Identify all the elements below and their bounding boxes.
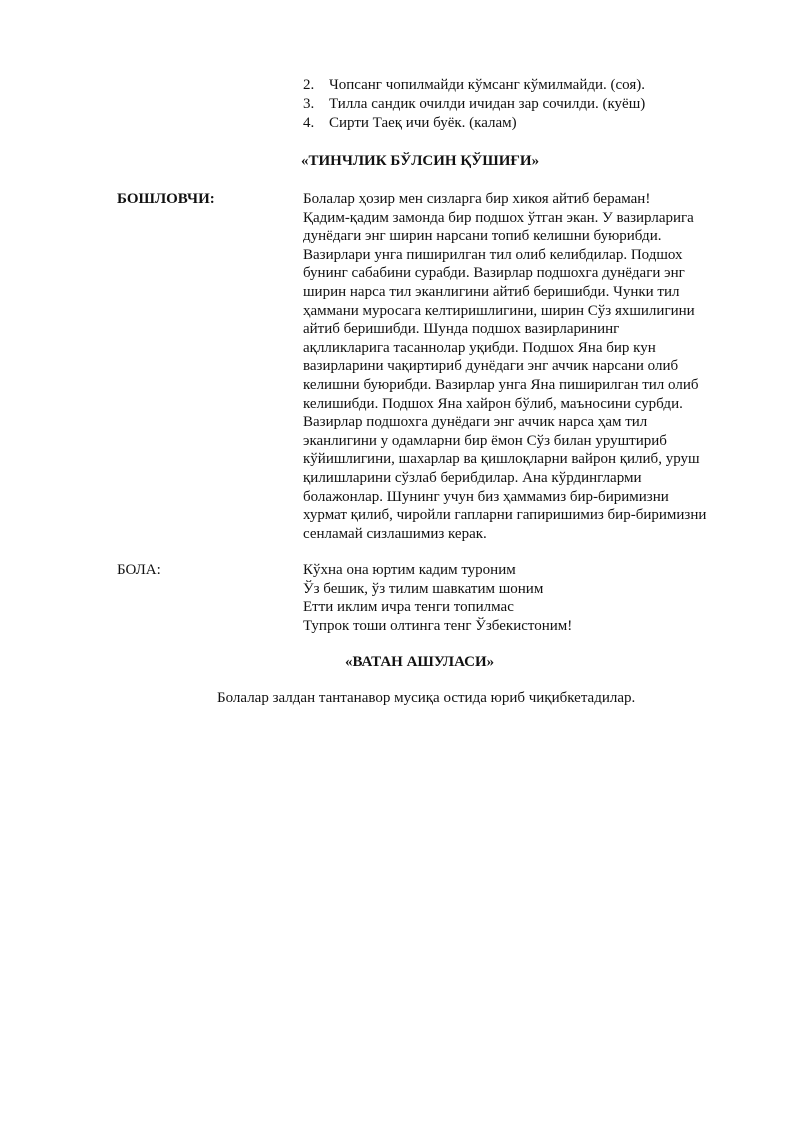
poem-line: Ўз бешик, ўз тилим шавкатим шоним: [303, 580, 544, 597]
speech-line: вазирларини чақиртириб дунёдаги энг аччик нарсани олиб: [303, 358, 679, 375]
speech-line: айтиб беришибди. Шунда подшох вазирларининг: [303, 321, 620, 338]
speech-line: ақлликларига тасаннолар уқибди. Подшох Яна бир кун: [303, 339, 656, 356]
list-item-text: Сирти Таеқ ичи буёк. (калам): [329, 115, 517, 131]
poem-line: Кўхна она юртим кадим туроним: [303, 562, 516, 578]
speech-line: сенламай сизлашимиз керак.: [303, 525, 487, 542]
list-item-text: Тилла сандик очилди ичидан зар сочилди. (куёш): [329, 96, 646, 112]
speech-line: келишибди. Подшох Яна хайрон бўлиб, маъносини сурбди.: [303, 395, 683, 412]
speech-line: Қадим-қадим замонда бир подшох ўтган экан. У вазирларига: [303, 209, 694, 226]
list-item-number: 2.: [303, 77, 315, 93]
closing-stage-direction: Болалар залдан тантанавор мусиқа остида юриб чиқибкетадилар.: [217, 690, 636, 706]
list-item-text: Чопсанг чопилмайди кўмсанг кўмилмайди. (соя).: [329, 77, 646, 93]
child-poem: [303, 561, 748, 635]
list-item-number: 3.: [303, 96, 315, 112]
speech-line: келишни буюрибди. Вазирлар унга Яна пиширилган тил олиб: [303, 376, 699, 393]
list-item: [303, 95, 645, 114]
speech-line: ширин нарса тил эканлигини айтиб беришибди. Чунки тил: [303, 283, 680, 300]
speaker-child: БОЛА:: [117, 562, 161, 578]
list-item: [303, 114, 645, 133]
speech-line: хурмат қилиб, чиройли гапларни гапиришимиз бир-биримизни: [303, 507, 707, 524]
song-title-peace: «ТИНЧЛИК БЎЛСИН ҚЎШИҒИ»: [301, 153, 540, 169]
speaker-host: БОШЛОВЧИ:: [117, 191, 215, 207]
speech-line: бунинг сабабини сурабди. Вазирлар подшохга дунёдаги энг: [303, 265, 685, 282]
speech-line: дунёдаги энг ширин нарсани топиб келишни буюрибди.: [303, 228, 662, 245]
riddle-list: [303, 76, 645, 133]
poem-line: Тупрок тоши олтинга тенг Ўзбекистоним!: [303, 617, 573, 634]
speech-line: болажонлар. Шунинг учун биз ҳаммамиз бир-биримизни: [303, 488, 669, 505]
speech-line: Болалар ҳозир мен сизларга бир хикоя айтиб бераман!: [303, 191, 651, 207]
list-item-number: 4.: [303, 115, 315, 131]
list-item: [303, 76, 645, 95]
speech-line: қилишларини сўзлаб берибдилар. Ана кўрдингларми: [303, 469, 642, 486]
speech-line: кўйишлигини, шахарлар ва қишлоқларни вайрон қилиб, уруш: [303, 451, 700, 468]
speech-line: Вазирлар подшохга дунёдаги энг аччик нарса ҳам тил: [303, 414, 648, 431]
song-title-homeland: «ВАТАН АШУЛАСИ»: [345, 654, 495, 670]
speech-line: ҳаммани муросага келтиришлигини, ширин Сўз яхшилигини: [303, 302, 695, 319]
speech-line: Вазирлари унга пиширилган тил олиб келибдилар. Подшох: [303, 246, 683, 263]
speech-line: эканлигини у одамларни бир ёмон Сўз билан уруштириб: [303, 432, 667, 449]
poem-line: Етти иклим ичра тенги топилмас: [303, 599, 514, 616]
host-speech: [303, 190, 748, 543]
